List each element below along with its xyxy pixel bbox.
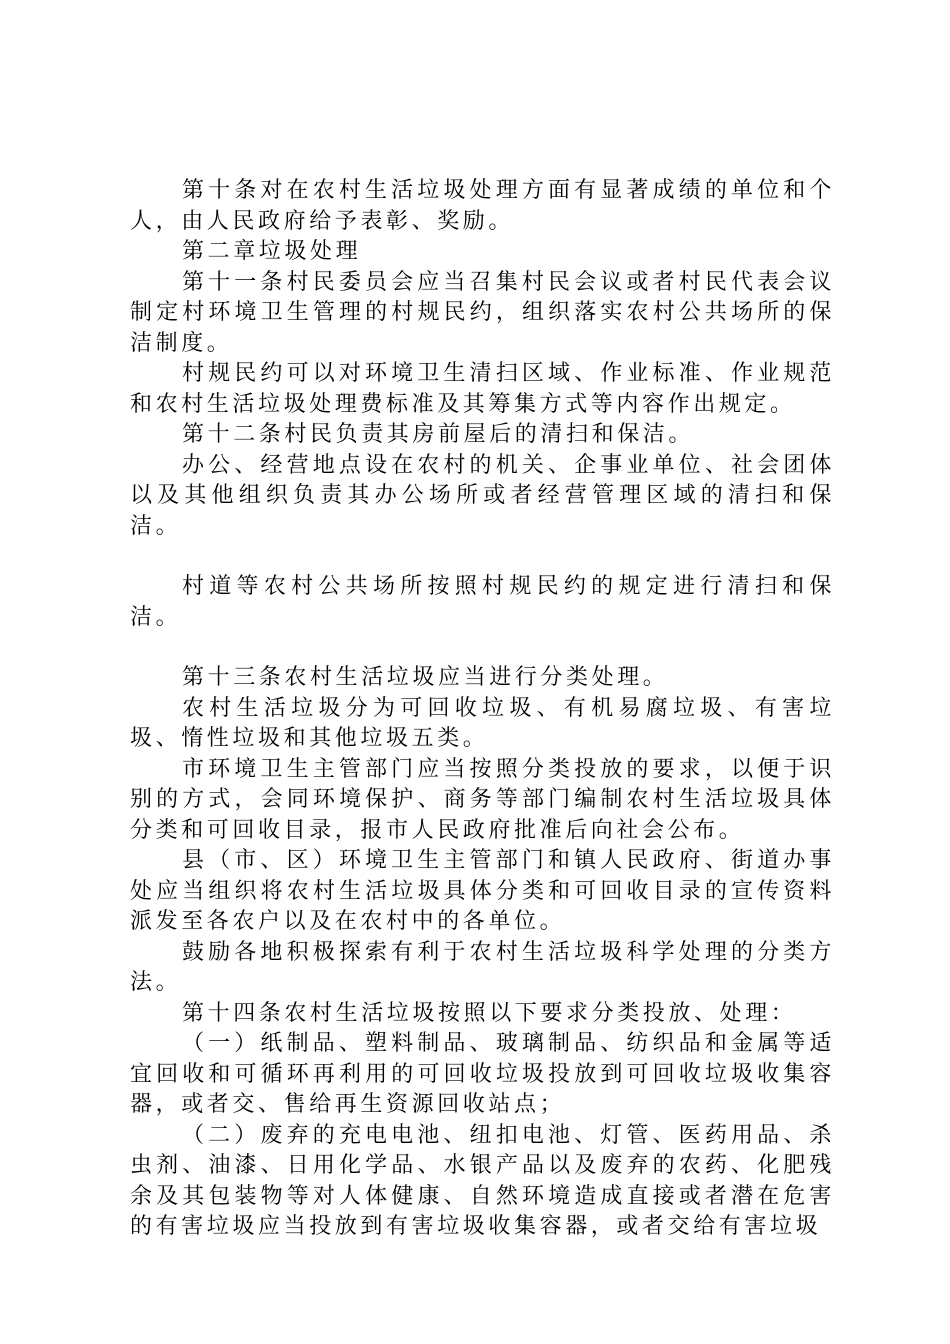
paragraph-item-1: （一）纸制品、塑料制品、玻璃制品、纺织品和金属等适宜回收和可循环再利用的可回收垃圾投放到可回收垃圾收集容器，或者交、售给再生资源回收站点； [130, 1031, 835, 1117]
paragraph-village-rules: 村规民约可以对环境卫生清扫区域、作业标准、作业规范和农村生活垃圾处理费标准及其筹集方式等内容作出规定。 [130, 361, 835, 417]
paragraph-village-roads: 村道等农村公共场所按照村规民约的规定进行清扫和保洁。 [130, 574, 835, 630]
paragraph-article-12: 第十二条村民负责其房前屋后的清扫和保洁。 [182, 422, 695, 447]
paragraph-office-cleaning: 办公、经营地点设在农村的机关、企事业单位、社会团体以及其他组织负责其办公场所或者经营管理区域的清扫和保洁。 [130, 452, 835, 539]
paragraph-county-department: 县（市、区）环境卫生主管部门和镇人民政府、街道办事处应当组织将农村生活垃圾具体分类和可回收目录的宣传资料派发至各农户以及在农村中的各单位。 [130, 848, 835, 934]
paragraph-article-13: 第十三条农村生活垃圾应当进行分类处理。 [182, 665, 669, 690]
paragraph-encourage: 鼓励各地积极探索有利于农村生活垃圾科学处理的分类方法。 [130, 939, 835, 995]
paragraph-article-10: 第十条对在农村生活垃圾处理方面有显著成绩的单位和个人，由人民政府给予表彰、奖励。 [130, 178, 835, 234]
paragraph-waste-categories: 农村生活垃圾分为可回收垃圾、有机易腐垃圾、有害垃圾、惰性垃圾和其他垃圾五类。 [130, 695, 835, 751]
paragraph-article-14: 第十四条农村生活垃圾按照以下要求分类投放、处理： [182, 1000, 797, 1026]
chapter-heading: 第二章垃圾处理 [182, 239, 362, 264]
paragraph-item-2: （二）废弃的充电电池、纽扣电池、灯管、医药用品、杀虫剂、油漆、日用化学品、水银产品以及废弃的农药、化肥残余及其包装物等对人体健康、自然环境造成直接或者潜在危害的有害垃圾应当投放到有害垃圾收集容器，或者交给有害垃圾 [130, 1122, 835, 1239]
document-body [130, 176, 835, 1243]
paragraph-city-department: 市环境卫生主管部门应当按照分类投放的要求，以便于识别的方式，会同环境保护、商务等部门编制农村生活垃圾具体分类和可回收目录，报市人民政府批准后向社会公布。 [130, 756, 835, 843]
paragraph-article-11: 第十一条村民委员会应当召集村民会议或者村民代表会议制定村环境卫生管理的村规民约，组织落实农村公共场所的保洁制度。 [130, 269, 835, 356]
